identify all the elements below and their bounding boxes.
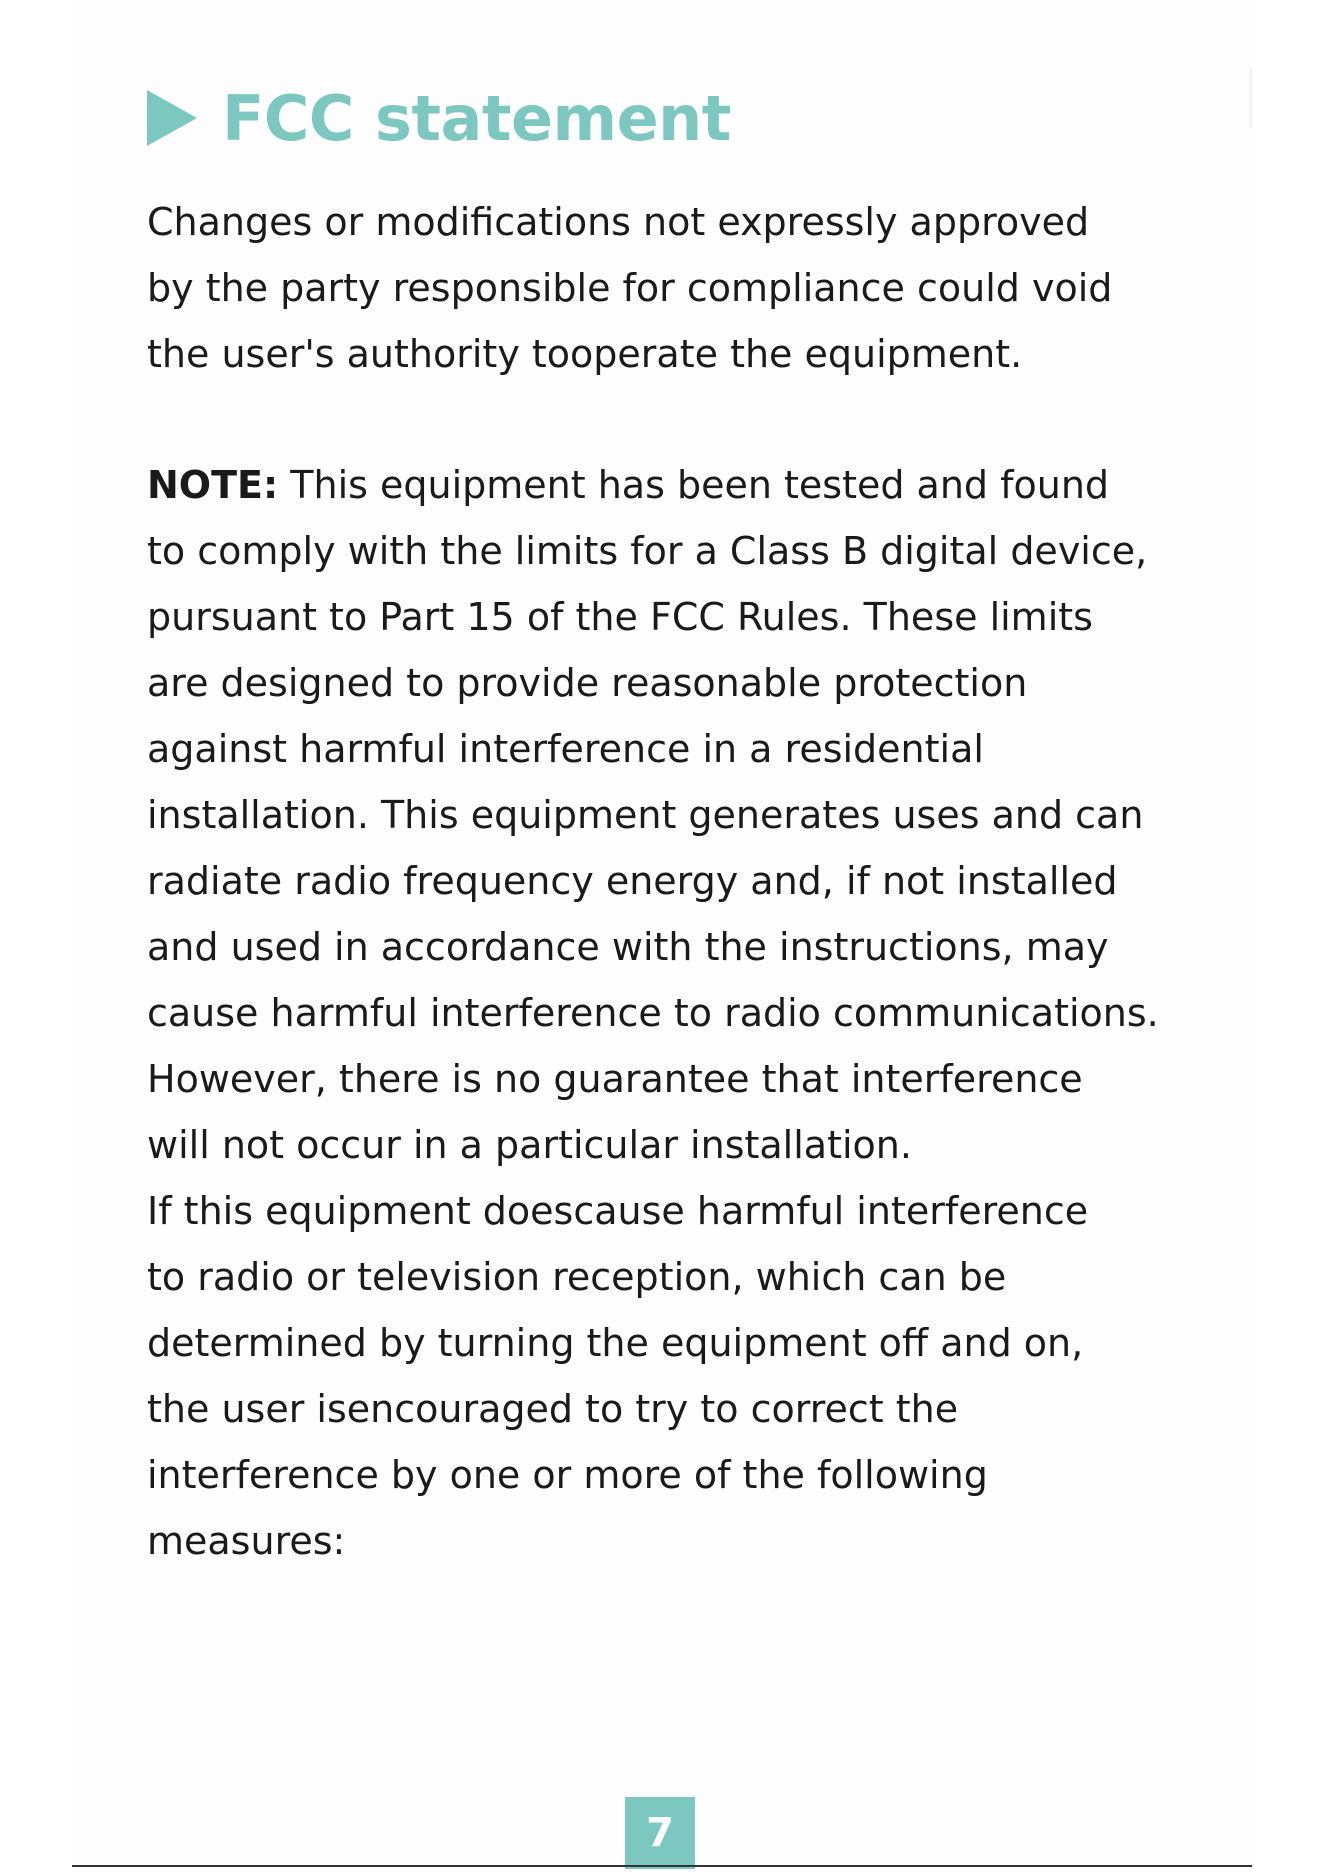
section-title: FCC statement (222, 81, 731, 155)
page-number-badge: 7 (625, 1797, 695, 1869)
paragraph-line: will not occur in a particular installation. (147, 1123, 912, 1167)
note-label: NOTE: (147, 463, 279, 507)
paragraph-line: cause harmful interference to radio communications. (147, 991, 1159, 1035)
paragraph-line: However, there is no guarantee that interference (147, 1057, 1083, 1101)
paragraph-line: measures: (147, 1519, 346, 1563)
paragraph-line: the user isencouraged to try to correct the (147, 1387, 959, 1431)
page-edge-mark (1250, 68, 1252, 128)
paragraph-line: installation. This equipment generates uses and can (147, 793, 1144, 837)
section-heading (147, 78, 731, 158)
paragraph-line: and used in accordance with the instructions, may (147, 925, 1109, 969)
paragraph-line: by the party responsible for compliance could void (147, 266, 1113, 310)
paragraph-line: If this equipment doescause harmful interference (147, 1189, 1089, 1233)
paragraph-line: determined by turning the equipment off and on, (147, 1321, 1084, 1365)
paragraph-note (147, 452, 1207, 1178)
paragraph-line: Changes or modifications not expressly approved (147, 200, 1090, 244)
footer-rule (72, 1865, 1252, 1867)
paragraph-line: to comply with the limits for a Class B digital device, (147, 529, 1148, 573)
paragraph-line: the user's authority tooperate the equipment. (147, 332, 1023, 376)
paragraph-line (147, 452, 1207, 518)
paragraph-modifications (147, 189, 1207, 387)
paragraph-line: against harmful interference in a residential (147, 727, 984, 771)
note-first-line: This equipment has been tested and found (278, 463, 1110, 507)
paragraph-line: interference by one or more of the following (147, 1453, 988, 1497)
paragraph-interference-measures (147, 1178, 1207, 1574)
paragraph-line: radiate radio frequency energy and, if not installed (147, 859, 1118, 903)
right-triangle-icon (147, 90, 197, 146)
paragraph-line: to radio or television reception, which can be (147, 1255, 1007, 1299)
paragraph-line: pursuant to Part 15 of the FCC Rules. These limits (147, 595, 1093, 639)
paragraph-line: are designed to provide reasonable protection (147, 661, 1028, 705)
